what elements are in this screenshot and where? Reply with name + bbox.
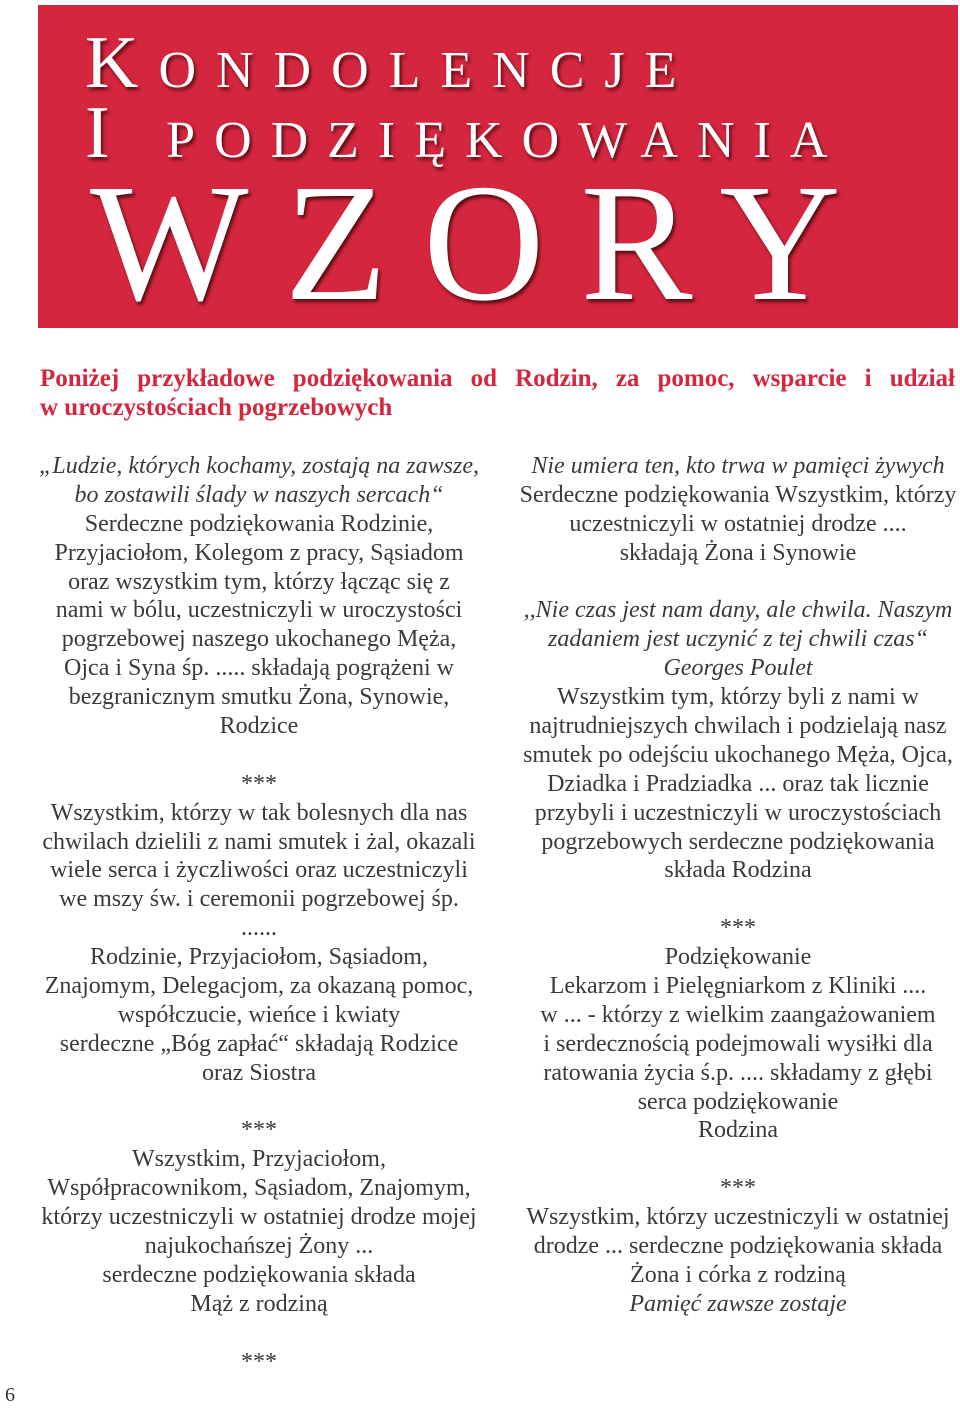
text-block [39,770,479,1088]
text-line: Wszystkim, Przyjaciołom, [132,1146,386,1173]
text-line: w ... - którzy z wielkim zaangażowaniem [540,1001,936,1028]
text-line: składają Żona i Synowie [619,539,857,566]
text-line: ,,Nie czas jest nam dany, ale chwila. Naszym [523,597,953,624]
text-line: smutek po odejściu ukochanego Męża, Ojca, [523,741,953,768]
text-line: pogrzebowej naszego ukochanego Męża, [61,626,457,653]
text-line: Nie umiera ten, kto trwa w pamięci żywych [531,453,945,479]
text-line: Pamięć zawsze zostaje [629,1290,847,1317]
title-banner [38,5,958,328]
text-line: Rodzinie, Przyjaciołom, Sąsiadom, [90,944,428,971]
text-block [39,1348,479,1377]
section-separator: *** [241,770,277,797]
text-line: Rodzina [698,1117,778,1144]
text-line: współczucie, wieńce i kwiaty [117,1001,401,1028]
text-line: Wszystkim, którzy uczestniczyli w ostatniej [526,1204,950,1231]
text-line: Serdeczne podziękowania Wszystkim, którzy [519,481,957,508]
banner-title-wzory: WZORY [90,150,877,328]
text-line: Rodzice [219,713,299,740]
text-line: składa Rodzina [664,857,812,884]
text-line: oraz Siostra [202,1059,316,1086]
text-line: „Ludzie, których kochamy, zostają na zawsze, [39,453,479,479]
text-line: serca podziękowanie [637,1088,839,1115]
section-separator: *** [241,1348,277,1375]
text-line: we mszy św. i ceremonii pogrzebowej śp. [59,886,459,913]
text-line: przybyli i uczestniczyli w uroczystościach [534,799,942,826]
text-line: bezgranicznym smutku Żona, Synowie, [68,684,450,711]
text-line: chwilach dzielili z nami smutek i żal, okazali [42,828,476,855]
text-line: najtrudniejszych chwilach i podzielają nasz [529,713,947,740]
left-column [39,452,479,1377]
text-line: serdeczne podziękowania składa [102,1261,416,1288]
text-line: Dziadka i Pradziadka ... oraz tak licznie [547,770,929,797]
text-line: Współpracownikom, Sąsiadom, Znajomym, [47,1175,471,1202]
text-line: Lekarzom i Pielęgniarkom z Kliniki .... [549,973,927,1000]
page-number: 6 [5,1384,15,1406]
text-line: ...... [241,915,277,942]
intro-text-line-2: w uroczystościach pogrzebowych [40,394,393,421]
text-line: bo zostawili ślady w naszych sercach“ [74,481,444,508]
text-block [518,452,958,568]
text-line: Mąż z rodziną [190,1290,328,1317]
text-line: zadaniem jest uczynić z tej chwili czas“ [548,626,928,653]
text-line: Żona i córka z rodziną [630,1261,846,1288]
text-line: serdeczne „Bóg zapłać“ składają Rodzice [59,1030,459,1057]
text-line: Wszystkim, którzy w tak bolesnych dla nas [50,799,468,826]
text-line: Podziękowanie [664,944,812,971]
text-line: wiele serca i życzliwości oraz uczestniczyli [50,857,468,884]
text-line: najukochańszej Żony ... [144,1233,374,1260]
banner-title-line-2: I podziękowania [85,92,847,174]
text-block [518,914,958,1145]
text-line: którzy uczestniczyli w ostatniej drodze mojej [41,1204,477,1231]
text-line: pogrzebowych serdeczne podziękowania [541,828,935,855]
text-line: Ojca i Syna śp. ..... składają pogrążeni w [64,655,454,682]
section-separator: *** [720,1175,756,1202]
right-column [518,452,958,1319]
text-block [39,1116,479,1318]
text-line: drodze ... serdeczne podziękowania składa [533,1233,943,1260]
text-block [39,452,479,741]
section-separator: *** [720,915,756,942]
text-line: Przyjaciołom, Kolegom z pracy, Sąsiadom [54,539,464,566]
intro-text-line-1: Poniżej przykładowe podziękowania od Rodzin, za pomoc, wsparcie i udział [40,365,955,392]
text-line: ratowania życia ś.p. .... składamy z głębi [543,1059,933,1086]
section-separator: *** [241,1117,277,1144]
text-line: i serdecznością podejmowali wysiłki dla [543,1030,933,1057]
text-block [518,596,958,885]
text-line: Znajomym, Delegacjom, za okazaną pomoc, [44,973,474,1000]
text-line: oraz wszystkim tym, którzy łącząc się z [68,568,450,595]
text-line: nami w bólu, uczestniczyli w uroczystości [55,597,463,624]
text-line: Serdeczne podziękowania Rodzinie, [84,510,434,537]
text-block [518,1174,958,1318]
text-line: uczestniczyli w ostatniej drodze .... [569,510,907,537]
text-line: Wszystkim tym, którzy byli z nami w [557,684,919,711]
text-line: Georges Poulet [663,655,813,682]
banner-title-line-1: Kondolencje [85,22,697,104]
